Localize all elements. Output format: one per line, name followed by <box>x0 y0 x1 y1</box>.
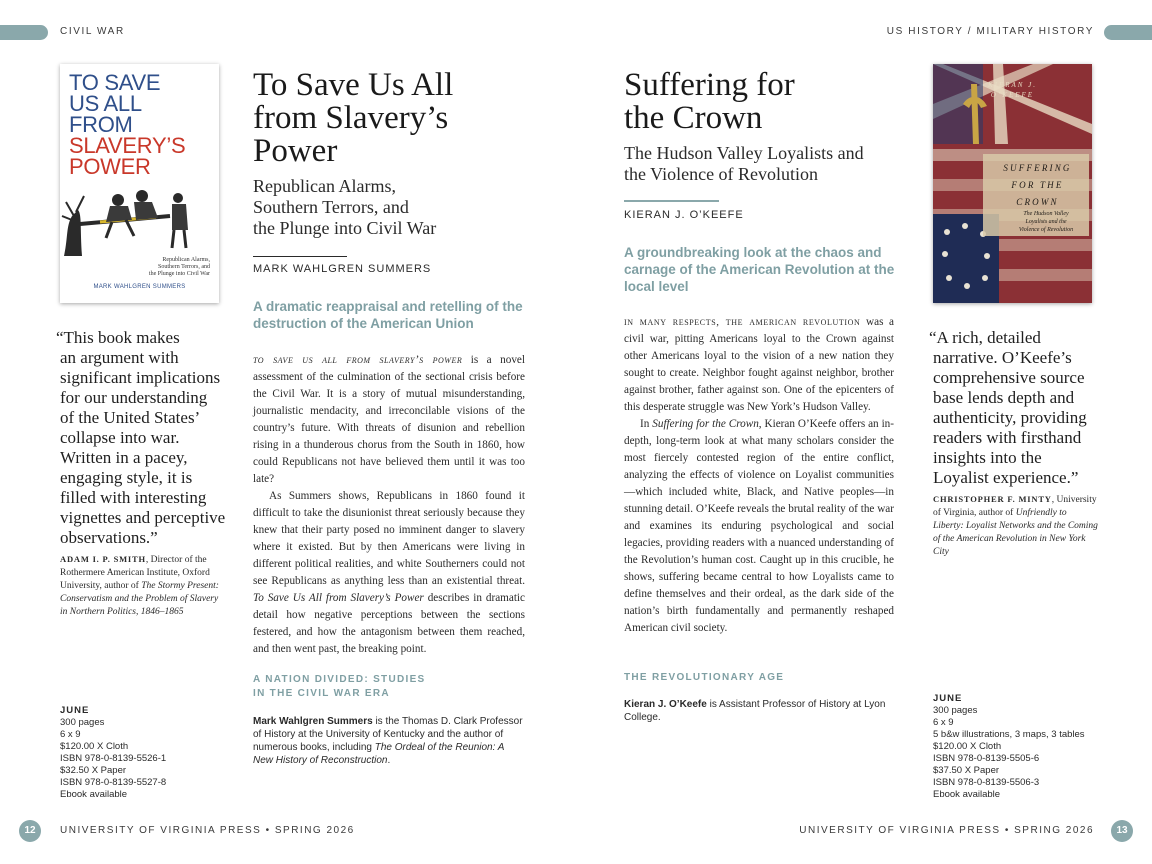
cover-author-right: KIERAN J. O’KEEFE <box>987 81 1038 99</box>
section-tab-right <box>1104 25 1152 40</box>
author-bio-left: Mark Wahlgren Summers is the Thomas D. Clark Professor of History at the University of Kentucky and the author of numerous books, including The Ordeal of the Reunion: A New History of Reconstruction. <box>253 716 523 766</box>
cover-author: MARK WAHLGREN SUMMERS <box>93 284 186 290</box>
book-description-right: in many respects, the american revolution was a civil war, pitting Americans loyal to the Crown against other Americans loyal to the vision of a new nation they sought to create. Neighbor fought against neighbor, brother against brother, father against son. One of the epicenters of this desperate struggle was New York’s Hudson Valley. In Suffering for the Crown, Kieran O’Keefe offers an in-depth, long-term look at what many scholars consider the most fiercely contested region of the entire conflict, analyzing the effects of violence on Loyalist communities—which included white, Black, and Native peoples—in stunning detail. O’Keefe reveals the brutal reality of the war and examines its enduring psychological and social legacies, providing readers with a nuanced understanding of the Revolution’s human cost. Caught up in this crucible, he shows, suffering became central to how Loyalists came to define themselves and their ordeal, as the dark side of the nation’s birth fundamentally and permanently reshaped American civil society. <box>624 316 894 634</box>
cover-title-right: SUFFERING FOR THE CROWN <box>1003 163 1072 207</box>
cover-title: TO SAVE US ALL FROM SLAVERY’S POWER <box>69 70 186 179</box>
endorsement-quote-left: “This book makes an argument with significant implications for our understanding of the United States’ collapse into war. Written in a pacey, engaging style, it is filled with interesting vignettes and perceptive observations.” <box>56 328 226 547</box>
book-cover-right <box>933 64 1092 303</box>
title-rule-right <box>624 200 719 202</box>
endorsement-attribution-left: ADAM I. P. SMITH, Director of the Rothermere American Institute, Oxford University, author of The Stormy Present: Conservatism and the Problem of Slavery in Northern Politics, 1846–1865 <box>60 554 219 617</box>
book-cover-left <box>60 64 219 303</box>
book-deck-right: A groundbreaking look at the chaos and carnage of the American Revolution at the local level <box>624 245 895 294</box>
footer-text-left: UNIVERSITY OF VIRGINIA PRESS • SPRING 2026 <box>60 825 355 836</box>
endorsement-quote-right: “A rich, detailed narrative. O’Keefe’s comprehensive source base lends depth and authenticity, providing readers with firsthand insights into the Loyalist experience.” <box>929 328 1087 487</box>
book-author-right: KIERAN J. O’KEEFE <box>624 209 744 221</box>
book-specs-right: JUNE 300 pages 6 x 9 5 b&w illustrations, 3 maps, 3 tables $120.00 X Cloth ISBN 978-0-8139-5505-6 $37.50 X Paper ISBN 978-0-8139-5506-3 Ebook available <box>933 693 1085 800</box>
author-bio-right: Kieran J. O’Keefe is Assistant Professor of History at Lyon College. <box>624 699 886 723</box>
section-tab-left <box>0 25 48 40</box>
book-subtitle-left: Republican Alarms, Southern Terrors, and the Plunge into Civil War <box>253 176 437 238</box>
cover-illustration <box>60 186 219 256</box>
title-rule-left <box>253 256 347 257</box>
series-name-right: THE REVOLUTIONARY AGE <box>624 672 785 683</box>
page-number-right: 13 <box>1111 820 1133 842</box>
running-head-left: CIVIL WAR <box>60 26 125 37</box>
page-number-left: 12 <box>19 820 41 842</box>
cover-subtitle: Republican Alarms, Southern Terrors, and the Plunge into Civil War <box>148 257 210 277</box>
endorsement-attribution-right: CHRISTOPHER F. MINTY, University of Virginia, author of Unfriendly to Liberty: Loyalist Networks and the Coming of the American Revolution in New York City <box>933 494 1098 557</box>
book-title-right: Suffering for the Crown <box>624 67 795 136</box>
cover-subtitle-right: The Hudson Valley Loyalists and the Violence of Revolution <box>1018 211 1074 233</box>
book-deck-left: A dramatic reappraisal and retelling of the destruction of the American Union <box>253 299 523 331</box>
footer-text-right: UNIVERSITY OF VIRGINIA PRESS • SPRING 2026 <box>799 825 1094 836</box>
book-title-left: To Save Us All from Slavery’s Power <box>253 67 454 169</box>
series-name-left: A NATION DIVIDED: STUDIES IN THE CIVIL WAR ERA <box>253 674 426 699</box>
book-author-left: MARK WAHLGREN SUMMERS <box>253 263 432 275</box>
book-specs-left: JUNE 300 pages 6 x 9 $120.00 X Cloth ISBN 978-0-8139-5526-1 $32.50 X Paper ISBN 978-0-8139-5527-8 Ebook available <box>60 705 167 800</box>
book-subtitle-right: The Hudson Valley Loyalists and the Violence of Revolution <box>624 143 864 184</box>
book-description-left: to save us all from slavery’s power is a novel assessment of the culmination of the sectional crisis before the Civil War. It is a story of mutual misunderstanding, journalistic mendacity, and irreconcilable visions of the country’s future. With threats of disunion and rebellion rising in a thunderous chorus from the South in 1860, how could Republicans not have believed them until it was too late? As Summers shows, Republicans in 1860 found it difficult to take the disunionist threat seriously because they knew that their party posed no imminent danger to slavery where it existed. But by then Americans were living in different political realities, and white Southerners could not see Republicans as anything less than an existential threat. To Save Us All from Slavery’s Power describes in dramatic detail how negative perceptions between the sections festered, and how the antagonism between them reached, and then went past, the breaking point. <box>253 354 526 655</box>
running-head-right: US HISTORY / MILITARY HISTORY <box>886 26 1094 37</box>
